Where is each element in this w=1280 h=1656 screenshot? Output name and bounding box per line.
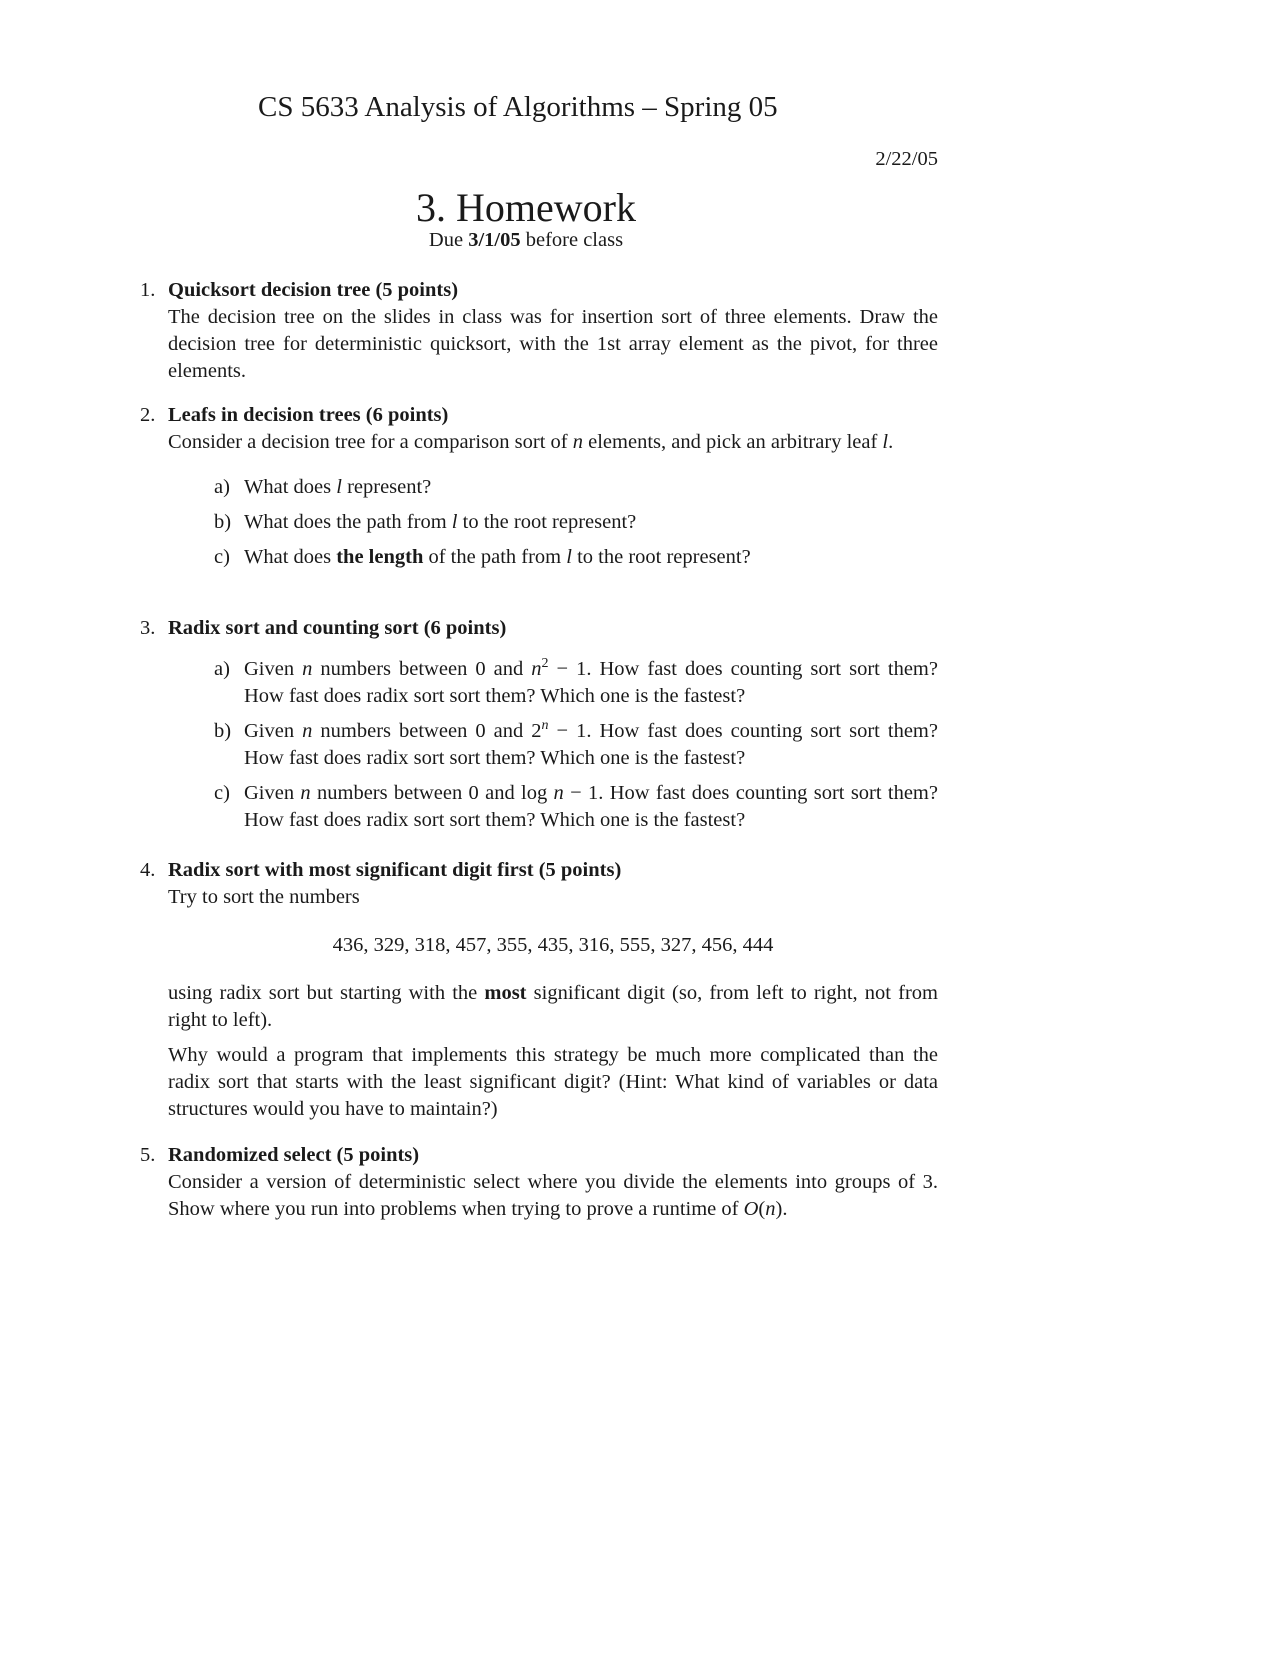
page-title: 3. Homework [416, 185, 636, 230]
text-segment: n [302, 658, 313, 680]
text-segment: 2 [541, 656, 549, 672]
paragraph [168, 884, 938, 911]
subquestion [214, 509, 938, 536]
text-segment: l [451, 511, 458, 533]
text-segment: numbers between 0 and log [310, 782, 554, 804]
number-list: 436, 329, 318, 457, 355, 435, 316, 555, 327, 456, 444 [332, 934, 774, 956]
text-segment: n [553, 782, 564, 804]
text-segment: Given [244, 782, 301, 804]
text-segment: represent? [341, 476, 432, 498]
text-segment: n [300, 782, 311, 804]
text-segment: Consider a version of deterministic select where you divide the elements into groups of 3. Show where you run into problems when trying to prove a runtime of [168, 1171, 938, 1220]
text-segment: Given [244, 720, 303, 742]
problem-number: 4. [140, 859, 156, 881]
text-segment: l [336, 476, 342, 498]
text-segment: − 1. How fast does counting sort sort them? How fast does radix sort sort them? Which one is the fastest? [244, 658, 938, 707]
text-segment: most [484, 982, 527, 1004]
text-segment: n [302, 720, 313, 742]
subquestion [214, 474, 938, 501]
problem-title: Leafs in decision trees (6 points) [168, 404, 449, 426]
subquestion-text [244, 474, 938, 501]
text-segment: l [566, 546, 572, 568]
problem-4 [140, 857, 938, 1123]
problem-body [168, 884, 938, 1123]
text-segment: Consider a decision tree for a comparison sort of [168, 431, 573, 453]
subquestion-list [214, 474, 938, 571]
subquestion-label: a) [214, 658, 230, 680]
problem-title: Radix sort and counting sort (6 points) [168, 617, 507, 639]
text-segment: Why would a program that implements this strategy be much more complicated than the radix sort that starts with the least significant digit? (Hint: What kind of variables or data structures would you have to maintain?) [168, 1044, 938, 1120]
problem-title: Randomized select (5 points) [168, 1144, 420, 1166]
problem-title: Quicksort decision tree (5 points) [168, 279, 459, 301]
subquestion-label: b) [214, 511, 232, 533]
text-segment: Given [244, 658, 303, 680]
subquestion-text [244, 780, 938, 834]
text-segment: . [888, 431, 894, 453]
text-segment: − 1. How fast does counting sort sort them? How fast does radix sort sort them? Which one is the fastest? [244, 782, 938, 831]
subquestion [214, 718, 938, 772]
text-segment: significant digit (so, from left to right, not from right to left). [168, 982, 938, 1031]
problem-heading [140, 402, 938, 429]
problem-body [168, 1169, 938, 1223]
subquestion-text [244, 544, 938, 571]
subquestion [214, 656, 938, 710]
paragraph [168, 980, 938, 1034]
problem-body [168, 429, 938, 571]
problem-number: 1. [140, 279, 156, 301]
text-segment: 3/1/05 [468, 229, 521, 251]
course-title: CS 5633 Analysis of Algorithms – Spring 05 [258, 91, 778, 123]
text-segment: l [882, 431, 889, 453]
text-segment: n [572, 431, 584, 453]
paragraph [168, 1169, 938, 1223]
text-segment: of the path from [423, 546, 567, 568]
problem-3 [140, 615, 938, 834]
subquestion-text [244, 718, 938, 772]
text-segment: numbers between 0 and [312, 658, 532, 680]
problem-number: 2. [140, 404, 156, 426]
text-segment: n [531, 658, 542, 680]
problem-body [168, 656, 938, 834]
text-segment: n [541, 718, 549, 734]
subquestion-label: c) [214, 782, 230, 804]
subquestion-label: b) [214, 720, 232, 742]
subquestion [214, 780, 938, 834]
problem-body [168, 304, 938, 385]
text-segment: What does the path from [244, 511, 452, 533]
subquestion-label: c) [214, 546, 230, 568]
text-segment: elements, and pick an arbitrary leaf [583, 431, 883, 453]
problem-heading [140, 1142, 938, 1169]
subquestion [214, 544, 938, 571]
text-segment: What does [244, 546, 337, 568]
problem-1 [140, 277, 938, 385]
text-segment: What does [244, 476, 337, 498]
text-segment: using radix sort but starting with the [168, 982, 485, 1004]
text-segment: O [743, 1198, 759, 1220]
text-segment: numbers between 0 and 2 [312, 720, 542, 742]
text-segment: Due [428, 229, 469, 251]
paragraph [168, 1042, 938, 1123]
paragraph [168, 429, 938, 456]
subquestion-label: a) [214, 476, 230, 498]
problem-heading [140, 277, 938, 304]
problem-number: 5. [140, 1144, 156, 1166]
date: 2/22/05 [875, 148, 938, 170]
paragraph [168, 304, 938, 385]
text-segment: n [765, 1198, 776, 1220]
problem-number: 3. [140, 617, 156, 639]
text-segment: the length [336, 546, 424, 568]
subquestion-list [214, 656, 938, 834]
text-segment: Try to sort the numbers [168, 886, 360, 908]
text-segment: to the root represent? [457, 511, 637, 533]
text-segment: to the root represent? [571, 546, 751, 568]
text-segment: The decision tree on the slides in class was for insertion sort of three elements. Draw the decision tree for deterministic quicksort, with the 1st array element as the pivot, for three elements. [168, 306, 938, 382]
problem-heading [140, 615, 938, 642]
text-segment: ). [775, 1198, 788, 1220]
subquestion-text [244, 656, 938, 710]
problem-heading [140, 857, 938, 884]
problem-title: Radix sort with most significant digit first (5 points) [168, 859, 622, 881]
problem-2 [140, 402, 938, 571]
subquestion-text [244, 509, 938, 536]
text-segment: ( [758, 1198, 766, 1220]
problem-5 [140, 1142, 938, 1223]
due-line [0, 227, 1052, 254]
text-segment: before class [520, 229, 624, 251]
text-segment: − 1. How fast does counting sort sort them? How fast does radix sort sort them? Which one is the fastest? [244, 720, 938, 769]
